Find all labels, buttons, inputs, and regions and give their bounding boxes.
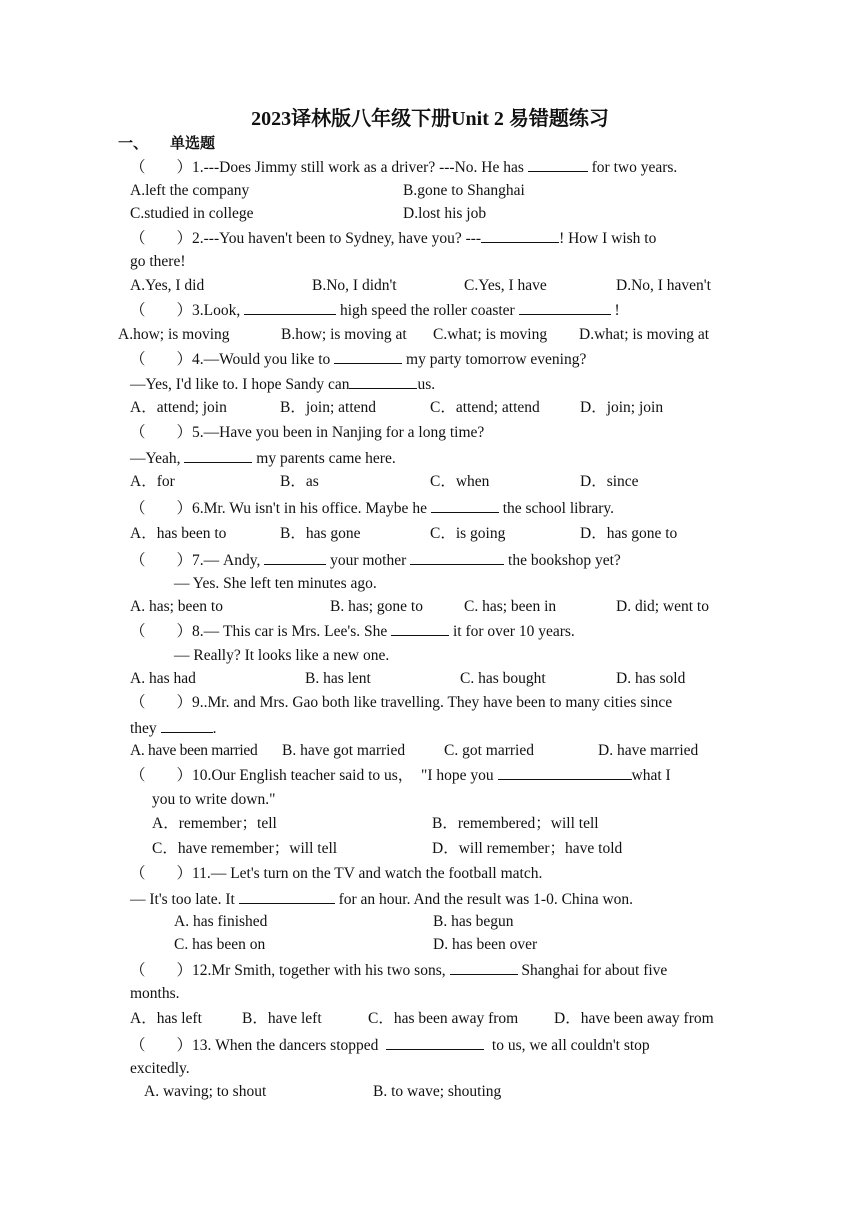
question-text: When the dancers stopped bbox=[215, 1037, 379, 1054]
question-7-stem-cont: — Yes. She left ten minutes ago. bbox=[174, 575, 377, 592]
option-d: D. has been over bbox=[433, 936, 538, 953]
question-6-stem bbox=[130, 496, 730, 520]
question-4-stem bbox=[130, 347, 730, 371]
question-text: they bbox=[130, 720, 157, 737]
question-13-options bbox=[144, 1080, 730, 1104]
question-1-options-row2 bbox=[130, 202, 730, 226]
question-1-stem bbox=[130, 155, 730, 179]
option-c: C．have remember；will tell bbox=[152, 840, 338, 857]
answer-blank bbox=[481, 226, 559, 243]
question-2-stem bbox=[130, 226, 730, 250]
answer-blank bbox=[410, 548, 504, 565]
option-a: A. has had bbox=[130, 670, 196, 687]
option-b: B. has begun bbox=[433, 913, 514, 930]
question-text: for an hour. And the result was 1-0. China won. bbox=[338, 891, 634, 908]
question-text: —Have you been in Nanjing for a long time? bbox=[203, 424, 485, 441]
answer-blank bbox=[184, 446, 252, 463]
question-10-options-row2 bbox=[152, 837, 730, 861]
question-8-stem bbox=[130, 619, 730, 643]
option-d: D.what; is moving at bbox=[579, 326, 710, 343]
option-a: A.how; is moving bbox=[118, 326, 230, 343]
answer-blank bbox=[519, 298, 611, 315]
option-c: C．attend; attend bbox=[430, 399, 540, 416]
option-a: A. has; been to bbox=[130, 598, 223, 615]
question-number: （ ）11. bbox=[130, 865, 211, 882]
option-a: A．has been to bbox=[130, 525, 227, 542]
question-12-stem bbox=[130, 958, 730, 982]
option-b: B. has; gone to bbox=[330, 598, 423, 615]
question-text: for two years. bbox=[591, 159, 678, 176]
question-text: Shanghai for about five bbox=[521, 962, 668, 979]
question-text: "I hope you bbox=[421, 767, 494, 784]
option-d: D．has gone to bbox=[580, 525, 678, 542]
question-text: ! How I wish to bbox=[559, 230, 657, 247]
question-text: the school library. bbox=[502, 500, 615, 517]
question-13-stem-cont: excitedly. bbox=[130, 1060, 190, 1077]
question-9-stem-cont bbox=[130, 716, 730, 740]
question-13-stem bbox=[130, 1033, 730, 1057]
question-4-stem-cont bbox=[130, 372, 730, 396]
question-number: （ ）6. bbox=[130, 500, 204, 517]
question-text: — Let's turn on the TV and watch the football match. bbox=[210, 865, 543, 882]
question-2-stem-cont: go there! bbox=[130, 253, 186, 270]
question-12-options bbox=[130, 1007, 730, 1031]
option-c: C．is going bbox=[430, 525, 506, 542]
answer-blank bbox=[244, 298, 336, 315]
question-text: it for over 10 years. bbox=[452, 623, 575, 640]
answer-blank bbox=[450, 958, 518, 975]
question-text: —Yes, I'd like to. I hope Sandy can bbox=[130, 376, 350, 393]
question-1-options-row1 bbox=[130, 179, 730, 203]
question-2-options bbox=[130, 274, 730, 298]
option-d: D．will remember；have told bbox=[432, 840, 623, 857]
option-b: B. has lent bbox=[305, 670, 371, 687]
section-number: 一、 bbox=[118, 136, 149, 152]
option-b: B.gone to Shanghai bbox=[403, 182, 525, 199]
question-text: . bbox=[212, 720, 217, 737]
question-5-options bbox=[130, 470, 730, 494]
question-text: the bookshop yet? bbox=[508, 552, 621, 569]
question-text: my parents came here. bbox=[256, 450, 396, 467]
option-c: C．when bbox=[430, 473, 490, 490]
question-text: what I bbox=[631, 767, 671, 784]
answer-blank bbox=[391, 619, 449, 636]
option-d: D．join; join bbox=[580, 399, 664, 416]
option-b: B．has gone bbox=[280, 525, 361, 542]
question-number: （ ）7. bbox=[130, 552, 204, 569]
option-a: A．for bbox=[130, 473, 175, 490]
answer-blank bbox=[334, 347, 402, 364]
option-b: B．as bbox=[280, 473, 319, 490]
option-d: D.No, I haven't bbox=[616, 277, 711, 294]
answer-blank bbox=[161, 716, 213, 733]
question-text: my party tomorrow evening? bbox=[406, 351, 587, 368]
question-12-stem-cont: months. bbox=[130, 985, 180, 1002]
question-text: Mr. Wu isn't in his office. Maybe he bbox=[203, 500, 427, 517]
option-d: D.lost his job bbox=[403, 205, 487, 222]
question-number: （ ）8. bbox=[130, 623, 204, 640]
option-b: B. have got married bbox=[282, 742, 406, 759]
answer-blank bbox=[498, 763, 632, 780]
question-text: — Andy, bbox=[203, 552, 261, 569]
question-11-stem bbox=[130, 862, 730, 886]
answer-blank bbox=[528, 155, 588, 172]
option-b: B．join; attend bbox=[280, 399, 377, 416]
option-c: C.what; is moving bbox=[433, 326, 548, 343]
question-text: Mr Smith, together with his two sons, bbox=[211, 962, 446, 979]
question-text: us. bbox=[417, 376, 436, 393]
question-number: （ ）12. bbox=[130, 962, 212, 979]
question-text: high speed the roller coaster bbox=[339, 302, 515, 319]
option-a: A．attend; join bbox=[130, 399, 227, 416]
answer-blank bbox=[239, 887, 335, 904]
section-heading bbox=[118, 132, 718, 156]
option-a: A．remember；tell bbox=[152, 815, 277, 832]
section-label: 单选题 bbox=[170, 136, 216, 152]
question-number: （ ）5. bbox=[130, 424, 204, 441]
question-6-options bbox=[130, 522, 730, 546]
question-text: Our English teacher said to us， bbox=[211, 767, 414, 784]
question-number: （ ）3. bbox=[130, 302, 204, 319]
option-b: B．remembered；will tell bbox=[432, 815, 599, 832]
question-8-stem-cont: — Really? It looks like a new one. bbox=[174, 647, 390, 664]
question-3-options bbox=[118, 323, 730, 347]
option-d: D. has sold bbox=[616, 670, 686, 687]
option-d: D．have been away from bbox=[554, 1010, 714, 1027]
question-text: Look, bbox=[203, 302, 241, 319]
option-a: A. waving; to shout bbox=[144, 1083, 267, 1100]
option-a: A. has finished bbox=[174, 913, 268, 930]
option-c: C.Yes, I have bbox=[464, 277, 547, 294]
option-d: D. have married bbox=[598, 742, 699, 759]
option-b: B. to wave; shouting bbox=[373, 1083, 502, 1100]
question-11-stem-cont bbox=[130, 887, 730, 911]
option-a: A.Yes, I did bbox=[130, 277, 205, 294]
option-d: D. did; went to bbox=[616, 598, 709, 615]
answer-blank bbox=[386, 1033, 484, 1050]
question-11-options-row2 bbox=[174, 933, 730, 957]
question-number: （ ）1. bbox=[130, 159, 204, 176]
question-10-stem-cont: you to write down." bbox=[152, 791, 276, 808]
question-4-options bbox=[130, 396, 730, 420]
question-3-stem bbox=[130, 298, 730, 322]
question-number: （ ）2. bbox=[130, 230, 204, 247]
option-c: C. has; been in bbox=[464, 598, 557, 615]
question-text: ---You haven't been to Sydney, have you? --- bbox=[203, 230, 482, 247]
question-text: your mother bbox=[330, 552, 407, 569]
question-text: to us, we all couldn't stop bbox=[491, 1037, 650, 1054]
question-9-stem bbox=[130, 691, 730, 715]
question-11-options-row1 bbox=[174, 910, 730, 934]
option-d: D．since bbox=[580, 473, 639, 490]
question-text: —Would you like to bbox=[203, 351, 331, 368]
option-b: B．have left bbox=[242, 1010, 322, 1027]
answer-blank bbox=[431, 496, 499, 513]
question-7-stem bbox=[130, 548, 730, 572]
question-text: ---Does Jimmy still work as a driver? ---No. He has bbox=[203, 159, 524, 176]
answer-blank bbox=[264, 548, 326, 565]
option-a: A. have been married bbox=[130, 742, 258, 759]
page-title: 2023译林版八年级下册Unit 2 易错题练习 bbox=[251, 108, 609, 130]
option-a: A．has left bbox=[130, 1010, 202, 1027]
option-c: C. got married bbox=[444, 742, 534, 759]
question-10-options-row1 bbox=[152, 812, 730, 836]
question-text: — It's too late. It bbox=[130, 891, 235, 908]
option-c: C. has bought bbox=[460, 670, 546, 687]
question-number: （ ）4. bbox=[130, 351, 204, 368]
question-number: （ ）13. bbox=[130, 1037, 212, 1054]
option-c: C．has been away from bbox=[368, 1010, 519, 1027]
question-9-options bbox=[130, 739, 730, 763]
question-5-stem-cont bbox=[130, 446, 730, 470]
question-text: — This car is Mrs. Lee's. She bbox=[203, 623, 388, 640]
question-10-stem bbox=[130, 763, 730, 787]
option-c: C. has been on bbox=[174, 936, 266, 953]
option-a: A.left the company bbox=[130, 182, 250, 199]
question-7-options bbox=[130, 595, 730, 619]
question-number: （ ）10. bbox=[130, 767, 212, 784]
question-number: （ ）9.. bbox=[130, 694, 208, 711]
question-5-stem bbox=[130, 421, 730, 445]
question-text: —Yeah, bbox=[130, 450, 181, 467]
option-b: B.No, I didn't bbox=[312, 277, 397, 294]
answer-blank bbox=[349, 372, 417, 389]
option-b: B.how; is moving at bbox=[281, 326, 407, 343]
question-text: Mr. and Mrs. Gao both like travelling. They have been to many cities since bbox=[207, 694, 673, 711]
question-text: ! bbox=[614, 302, 620, 319]
question-8-options bbox=[130, 667, 730, 691]
option-c: C.studied in college bbox=[130, 205, 254, 222]
